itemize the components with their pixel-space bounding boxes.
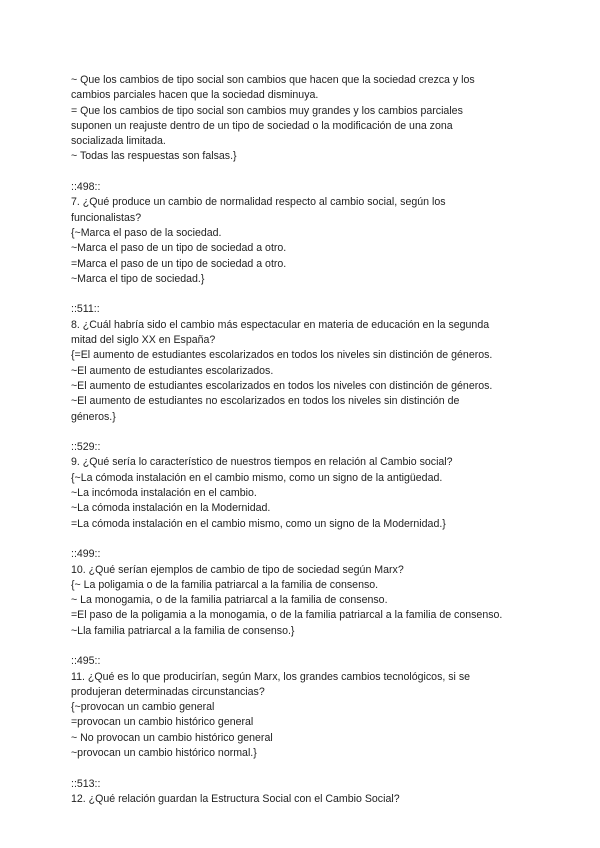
question-block-495 [71,654,541,761]
question-id: ::498:: [71,181,101,194]
answer-option: {~La cómoda instalación en el cambio mismo, como un signo de la antigüedad. [71,471,443,484]
answer-option: =El paso de la poligamia a la monogamia, o de la familia patriarcal a la familia de consenso. [71,609,503,622]
answer-option: =La cómoda instalación en el cambio mismo, como un signo de la Modernidad.} [71,517,446,530]
text-line: = Que los cambios de tipo social son cambios muy grandes y los cambios parciales [71,104,463,117]
text-line: cambios parciales hacen que la sociedad disminuya. [71,89,319,102]
question-block-499 [71,547,541,639]
answer-option: ~La incómoda instalación en el cambio. [71,487,257,500]
paragraph-spacer [71,425,541,440]
question-block-511 [71,302,541,424]
answer-option: {~ La poligamia o de la familia patriarcal a la familia de consenso. [71,578,379,591]
answer-option: =provocan un cambio histórico general [71,716,254,729]
answer-option: ~El aumento de estudiantes escolarizados en todos los niveles con distinción de géneros. [71,379,493,392]
answer-option: ~ No provocan un cambio histórico general [71,731,273,744]
answer-option: ~provocan un cambio histórico normal.} [71,747,257,760]
question-text: 9. ¿Qué sería lo característico de nuestros tiempos en relación al Cambio social? [71,456,453,469]
text-line: ~ Que los cambios de tipo social son cambios que hacen que la sociedad crezca y los [71,74,475,86]
question-text: 10. ¿Qué serían ejemplos de cambio de tipo de sociedad según Marx? [71,563,404,576]
text-line: socializada limitada. [71,135,166,148]
question-id: ::513:: [71,777,101,790]
question-text: mitad del siglo XX en España? [71,334,216,347]
question-text: produjeran determinadas circunstancias? [71,685,265,698]
answer-option: {~Marca el paso de la sociedad. [71,226,222,239]
answer-option: ~La cómoda instalación en la Modernidad. [71,502,271,515]
question-text: 12. ¿Qué relación guardan la Estructura Social con el Cambio Social? [71,792,400,805]
question-id: ::495:: [71,655,101,668]
document-text [71,73,541,807]
answer-option: {~provocan un cambio general [71,701,215,714]
paragraph-spacer [71,532,541,547]
text-line: suponen un reajuste dentro de un tipo de sociedad o la modificación de una zona [71,119,453,132]
question-id: ::511:: [71,303,100,316]
text-line: ~ Todas las respuestas son falsas.} [71,150,237,163]
answer-option: ~El aumento de estudiantes escolarizados. [71,364,274,377]
answer-option: ~Lla familia patriarcal a la familia de consenso.} [71,624,295,637]
paragraph-spacer [71,165,541,180]
answer-option: =Marca el paso de un tipo de sociedad a otro. [71,257,287,270]
paragraph-spacer [71,761,541,776]
question-block-513 [71,777,541,808]
question-block-529 [71,440,541,532]
answer-option: {=El aumento de estudiantes escolarizados en todos los niveles sin distinción de géneros. [71,349,493,362]
question-text: 7. ¿Qué produce un cambio de normalidad respecto al cambio social, según los [71,196,446,209]
question-block-498 [71,180,541,287]
question-text: 11. ¿Qué es lo que producirían, según Marx, los grandes cambios tecnológicos, si se [71,670,471,683]
question-id: ::529:: [71,441,101,454]
question-text: funcionalistas? [71,211,142,224]
paragraph-spacer [71,287,541,302]
answer-option: ~ La monogamia, o de la familia patriarcal a la familia de consenso. [71,594,388,607]
answer-option: ~El aumento de estudiantes no escolarizados en todos los niveles sin distinción de [71,395,460,408]
answer-option: géneros.} [71,410,116,423]
answer-option: ~Marca el paso de un tipo de sociedad a otro. [71,242,287,255]
paragraph-spacer [71,639,541,654]
answer-option: ~Marca el tipo de sociedad.} [71,272,205,285]
intro-block [71,73,541,165]
question-id: ::499:: [71,548,101,561]
question-text: 8. ¿Cuál habría sido el cambio más espectacular en materia de educación en la segunda [71,318,490,331]
